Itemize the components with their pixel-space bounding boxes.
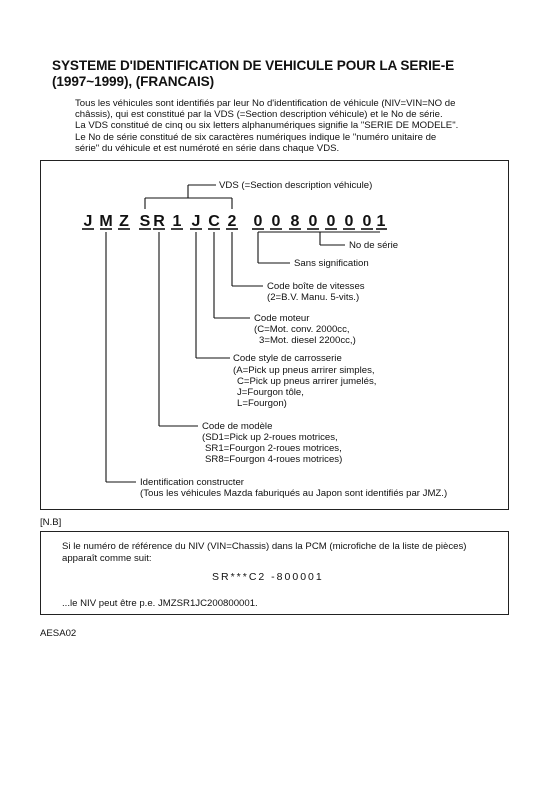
body-style-line: J=Fourgon tôle, [237, 387, 304, 398]
intro-line: La VDS constitué de cinq ou six letters alphanumériques signifie la "SERIE DE MODELE". [75, 120, 459, 132]
title-line-1: SYSTEME D'IDENTIFICATION DE VEHICULE POUR LA SERIE-E [52, 58, 455, 73]
vin-char: 0 [344, 213, 354, 230]
sans-signification-label: Sans signification [294, 258, 369, 269]
vin-char: C [208, 213, 220, 230]
model-code-line: (SD1=Pick up 2-roues motrices, [202, 432, 338, 443]
intro-line: Le No de série constitué de six caractères numériques indique le "numéro unitaire de [75, 131, 437, 143]
note-example: ...le NIV peut être p.e. JMZSR1JC200800001. [62, 598, 258, 609]
body-style-title: Code style de carrosserie [233, 353, 342, 364]
vin-char: J [83, 213, 93, 230]
title-line-2: (1997~1999), (FRANCAIS) [52, 74, 215, 89]
body-style-line: L=Fourgon) [237, 398, 287, 409]
gearbox-title: Code boîte de vitesses [267, 281, 365, 292]
footer-code: AESA02 [40, 628, 77, 639]
engine-line: 3=Mot. diesel 2200cc,) [259, 335, 356, 346]
vds-label: VDS (=Section description véhicule) [219, 180, 373, 191]
vin-char: Z [119, 213, 129, 230]
body-style-line: C=Pick up pneus arrirer jumelés, [237, 376, 377, 387]
vin-char: 8 [290, 213, 300, 230]
model-code-title: Code de modèle [202, 421, 273, 432]
vin-char: J [191, 213, 201, 230]
note-text: Si le numéro de référence du NIV (VIN=Chassis) dans la PCM (microfiche de la liste de pièces) apparaît comme suit: [62, 541, 467, 564]
intro-line: Tous les véhicules sont identifiés par leur No d'identification de véhicule (NIV=VIN=NO de [75, 98, 456, 109]
note-code: SR***C2 -800001 [212, 571, 324, 583]
vin-characters [84, 213, 386, 230]
vin-char: 2 [227, 213, 237, 230]
vin-char: R [153, 213, 165, 230]
engine-line: (C=Mot. conv. 2000cc, [254, 324, 350, 335]
vin-char: 0 [326, 213, 336, 230]
engine-title: Code moteur [254, 313, 310, 324]
body-style-line: (A=Pick up pneus arrirer simples, [233, 365, 375, 376]
serial-label: No de série [349, 240, 399, 251]
manufacturer-line: (Tous les véhicules Mazda faburiqués au Japon sont identifiés par JMZ.) [140, 488, 448, 499]
vin-char: 1 [172, 213, 182, 230]
vin-char: 0 [308, 213, 318, 230]
vin-char: 0 [253, 213, 263, 230]
vin-char: M [99, 213, 113, 230]
vin-char: S [139, 213, 151, 230]
manufacturer-title: Identification constructer [140, 477, 244, 488]
model-code-line: SR8=Fourgon 4-roues motrices) [205, 454, 343, 465]
vin-char: 0 [362, 213, 372, 230]
gearbox-line: (2=B.V. Manu. 5-vits.) [267, 292, 360, 303]
vin-char: 0 [271, 213, 281, 230]
intro-line: châssis), qui est constitué par la VDS (=Section description véhicule) et le No de série. [75, 109, 443, 121]
intro-line: série" du véhicule et est numéroté en série dans chaque VDS. [75, 142, 340, 154]
vin-char: 1 [376, 213, 386, 230]
nb-label: [N.B] [40, 517, 62, 528]
model-code-line: SR1=Fourgon 2-roues motrices, [205, 443, 342, 454]
